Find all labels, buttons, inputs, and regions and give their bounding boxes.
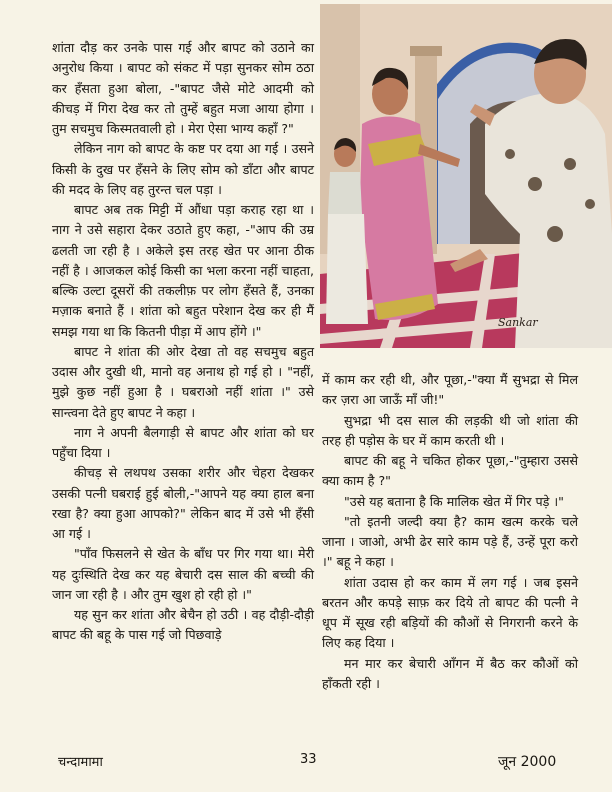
left-text-column — [52, 38, 314, 646]
paragraph: नाग ने अपनी बैलगाड़ी से बापट और शांता को घर पहुँचा दिया । — [52, 424, 314, 460]
paragraph: लेकिन नाग को बापट के कष्ट पर दया आ गई । उसने किसी के दुख पर हँसने के लिए सोम को डाँटा और बापट की मदद के लिए वह तुरन्त चल पड़ा । — [52, 141, 314, 197]
issue-date: जून 2000 — [498, 754, 557, 770]
paragraph: बापट की बहू ने चकित होकर पूछा,-"तुम्हारा उससे क्या काम है ?" — [322, 453, 578, 489]
paragraph: "उसे यह बताना है कि मालिक खेत में गिर पड़े ।" — [344, 493, 564, 509]
paragraph: में काम कर रही थी, और पूछा,-"क्या मैं सुभद्रा से मिल कर ज़रा आ जाऊँ माँ जी!" — [322, 372, 578, 408]
page-footer — [0, 752, 612, 774]
paragraph: "पाँव फिसलने से खेत के बाँध पर गिर गया था। मेरी यह दुःस्थिति देख कर यह बेचारी दस साल की बच्ची की जान जा रही है । और तुम खुश हो रही हो ।" — [52, 546, 314, 602]
paragraph: "तो इतनी जल्दी क्या है? काम खत्म करके चले जाना । जाओ, अभी ढेर सारे काम पड़े हैं, उन्हें पूरा करो ।" बहू ने कहा । — [322, 513, 578, 570]
paragraph: बापट अब तक मिट्टी में औंधा पड़ा कराह रहा था । नाग ने उसे सहारा देकर उठाते हुए कहा, -"आप की उम्र ढलती जा रही है । अकेले इस तरह खेत पर आना ठीक नहीं है । आजकल कोई किसी का भला करना नहीं चाहता, बल्कि उल्टा दूसरों की तकलीफ़ पर लोग हँसते हैं, उनका मज़ाक बनाते हैं । शांता को बहुत परेशान देख कर ही मैं समझ गया था कि कितनी पीड़ा में आप होंगे ।" — [52, 202, 314, 339]
paragraph: शांता दौड़ कर उनके पास गई और बापट को उठाने का अनुरोध किया । बापट को संकट में पड़ा सुनकर सोम ठठा कर हँसता हुआ बोला, -"बापट जैसे मोटे आदमी को कीचड़ में गिरा देख कर तो तुम्हें बहुत मजा आया होगा । तुम सचमुच किस्मतवाली हो । मेरा ऐसा भाग्य कहाँ ?" — [52, 40, 314, 136]
paragraph: मन मार कर बेचारी आँगन में बैठ कर कौओं को हाँकती रही । — [322, 655, 578, 691]
paragraph: कीचड़ से लथपथ उसका शरीर और चेहरा देखकर उसकी पत्नी घबराई हुई बोली,-"आपने यह क्या हाल बना रखा है? क्या हुआ आपको?" लेकिन बाद में उसे भी हँसी आ गई । — [52, 465, 314, 541]
paragraph: बापट ने शांता की ओर देखा तो वह सचमुच बहुत उदास और दुखी थी, मानो वह अनाथ हो गई हो । "नहीं, मुझे कुछ नहीं हुआ है । घबराओ नहीं शांता ।" उसे सान्त्वना देते हुए बापट ने कहा । — [52, 343, 314, 420]
magazine-name: चन्दामामा — [58, 755, 103, 770]
page-number: 33 — [300, 752, 317, 767]
paragraph: यह सुन कर शांता और बेचैन हो उठी । वह दौड़ी-दौड़ी बापट की बहू के पास गई जो पिछवाड़े — [52, 607, 314, 643]
paragraph: शांता उदास हो कर काम में लग गई । जब इसने बरतन और कपड़े साफ़ कर दिये तो बापट की पत्नी ने धूप में सूख रही बड़ियों की कौओं से निगरानी करने के लिए कह दिया । — [322, 574, 578, 651]
story-illustration — [320, 4, 612, 348]
illustrator-signature: Sankar — [498, 316, 538, 329]
right-text-column — [322, 370, 578, 694]
paragraph: सुभद्रा भी दस साल की लड़की थी जो शांता की तरह ही पड़ोस के घर में काम करती थी । — [322, 412, 578, 448]
